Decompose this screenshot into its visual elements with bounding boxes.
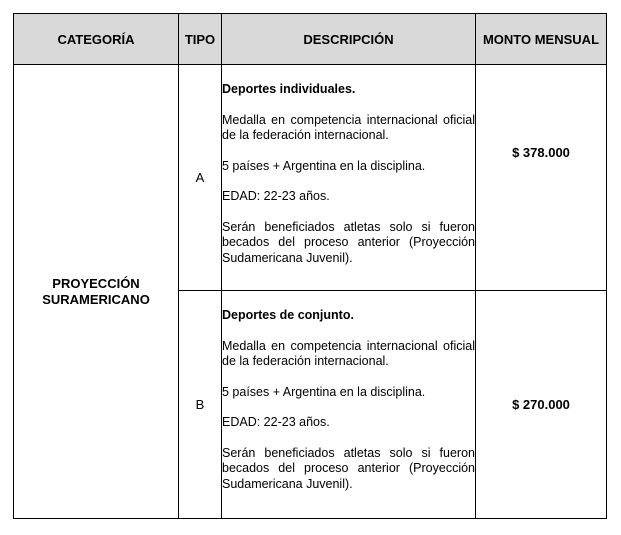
header-monto: MONTO MENSUAL <box>476 14 607 65</box>
description-age: EDAD: 22-23 años. <box>222 189 330 203</box>
description-age: EDAD: 22-23 años. <box>222 415 330 429</box>
description-title: Deportes individuales. <box>222 82 356 96</box>
description-cell <box>222 291 476 519</box>
becas-table <box>13 13 607 519</box>
monto-value: $ 378.000 <box>512 145 570 160</box>
description-countries: 5 países + Argentina en la disciplina. <box>222 384 426 399</box>
description-medal: Medalla en competencia internacional oficial de la federación internacional. <box>222 112 475 142</box>
description-eligibility: Serán beneficiados atletas solo si fueron becados del proceso anterior (Proyección Sudamericana Juvenil). <box>222 445 475 491</box>
category-cell <box>14 65 179 519</box>
monto-value: $ 270.000 <box>512 397 570 412</box>
tipo-cell: A <box>179 65 222 291</box>
description-countries: 5 países + Argentina en la disciplina. <box>222 158 426 173</box>
header-row <box>14 14 607 65</box>
description-eligibility: Serán beneficiados atletas solo si fueron becados del proceso anterior (Proyección Sudamericana Juvenil). <box>222 219 475 265</box>
header-categoria: CATEGORÍA <box>14 14 179 65</box>
monto-cell <box>476 291 607 519</box>
header-tipo: TIPO <box>179 14 222 65</box>
description-medal: Medalla en competencia internacional oficial de la federación internacional. <box>222 338 475 368</box>
header-descripcion: DESCRIPCIÓN <box>222 14 476 65</box>
monto-cell <box>476 65 607 291</box>
table-row <box>14 65 607 291</box>
description-title: Deportes de conjunto. <box>222 308 354 322</box>
description-cell <box>222 65 476 291</box>
tipo-cell: B <box>179 291 222 519</box>
category-line-1: PROYECCIÓN <box>52 275 140 291</box>
category-line-2: SURAMERICANO <box>42 291 150 307</box>
